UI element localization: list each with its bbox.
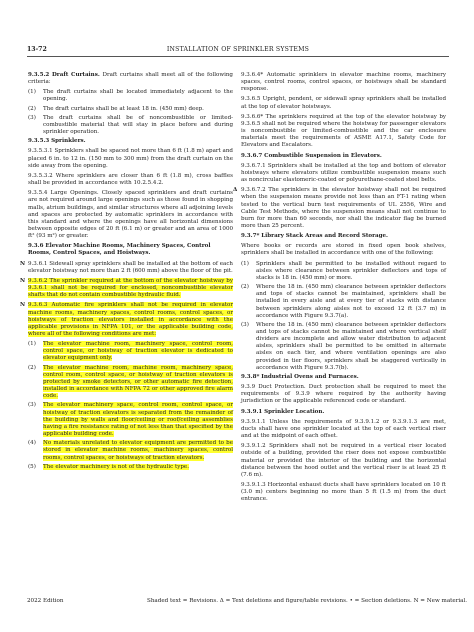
paragraph	[241, 96, 446, 110]
heading-text: 9.3.7* Library Stack Areas and Record Storage.	[241, 233, 388, 240]
right-column	[233, 72, 446, 506]
paragraph-text: 9.3.6.3 Automatic fire sprinklers shall not be required in elevator machine rooms, machinery spaces, control rooms, control spaces, or hoistways of traction elevators installed in accordance with the applicable provisions in NFPA 101, or the applicable building code, where all of the following conditions are met:	[28, 302, 233, 337]
paragraph	[20, 277, 233, 299]
paragraph-text: 9.3.5.3.2 Where sprinklers are closer than 6 ft (1.8 m), cross baffles shall be provided in accordance with 10.2.5.4.2.	[28, 172, 233, 187]
paragraph	[241, 443, 446, 479]
list-item-text: No materials unrelated to elevator equipment are permitted to be stored in elevator machine rooms, machinery spaces, control rooms, control spaces, or hoistways of traction elevators.	[43, 440, 233, 461]
list-item	[28, 341, 233, 362]
list-item-text: The elevator machinery space, control room, control space, or hoistway of traction elevators is separated from the remainder of the building by walls and floor/ceiling or roof/ceiling assemblies having a fire resistance rating of not less than that specified by the applicable building code.	[43, 402, 233, 438]
paragraph-text: 9.3.6.7.1 Sprinklers shall be installed at the top and bottom of elevator hoistways where elevators utilize combustible suspension means such as noncircular elastomeric-coated or polyurethane-coated steel belts.	[241, 162, 446, 184]
list-item-text: Where the 18 in. (450 mm) clearance between sprinkler deflectors and tops of stacks cannot be maintained, sprinklers shall be installed in every aisle and at every tier of stacks with distance between sprinklers along aisles not to exceed 12 ft (3.7 m) in accordance with Figure 9.3.7(a).	[256, 284, 446, 319]
list-item-number: (2)	[241, 284, 249, 291]
paragraph	[241, 163, 446, 184]
revision-legend: Shaded text = Revisions. Δ = Text deletions and figure/table revisions. • = Section deletions. N = New material.	[147, 598, 468, 604]
list-item-text: The elevator machine room, machine room, machinery space, control room, control space, or hoistway of traction elevators is protected by smoke detectors, or other automatic fire detection, installed in accordance with NFPA 72 or other approved fire alarm code.	[43, 364, 233, 400]
paragraph-text: 9.3.6.2 The sprinkler required at the bottom of the elevator hoistway by 9.3.6.1 shall not be required for enclosed, noncombustible elevator shafts that do not contain combustible hydraulic fluid.	[28, 277, 233, 299]
list-item-text: Where the 18 in. (450 mm) clearance between sprinkler deflectors and tops of stacks cannot be maintained and where vertical shelf dividers are incomplete and allow water distribution to adjacent aisles, sprinklers shall be permitted to be omitted in alternate aisles on each tier, and where ventilation openings are also provided in tier floors, sprinklers shall be staggered vertically in accordance with Figure 9.3.7(b).	[256, 321, 446, 371]
page-title: INSTALLATION OF SPRINKLER SYSTEMS	[166, 46, 310, 53]
paragraph-text: 9.3.6.5 Upright, pendent, or sidewall spray sprinklers shall be installed at the top of elevator hoistways.	[241, 96, 446, 110]
section-heading	[241, 153, 446, 160]
paragraph	[20, 302, 233, 338]
list-item-number: (5)	[28, 463, 36, 470]
revision-mark: N	[20, 277, 26, 284]
list-item	[241, 284, 446, 320]
page-number: 13-72	[27, 46, 47, 53]
paragraph	[28, 173, 233, 187]
list-item-text: The elevator machine room, machinery space, control room, control space, or hoistway of traction elevator is dedicated to elevator equipment only.	[43, 341, 233, 362]
list-item	[28, 115, 233, 136]
list-item-number: (1)	[28, 341, 36, 348]
list-item-number: (4)	[28, 440, 36, 447]
heading-text: 9.3.6.7 Combustible Suspension in Elevators.	[241, 152, 382, 159]
paragraph-text: 9.3.6.6* The sprinklers required at the top of the elevator hoistway by 9.3.6.5 shall not be required where the hoistway for passenger elevators is noncombustible or limited-combustible and the car enclosure materials meet the requirements of ASME A17.1, Safety Code for Elevators and Escalators.	[241, 113, 446, 149]
revision-mark: N	[20, 260, 26, 267]
paragraph-text: 9.3.6.4* Automatic sprinklers in elevator machine rooms, machinery spaces, control rooms, control spaces, or hoistways shall be standard response.	[241, 72, 446, 93]
paragraph	[20, 260, 233, 275]
paragraph-text: 9.3.5.3.1 Sprinklers shall be spaced not more than 6 ft (1.8 m) apart and placed 6 in. to 12 in. (150 mm to 300 mm) from the draft curtain on the side away from the opening.	[28, 148, 233, 169]
paragraph	[241, 482, 446, 503]
list-item-number: (3)	[241, 321, 249, 328]
paragraph-number: 9.3.5.2	[28, 72, 52, 78]
header-rule	[27, 56, 449, 57]
list-item-text: Sprinklers shall be permitted to be installed without regard to aisles where clearance between sprinkler deflectors and tops of stacks is 18 in. (450 mm) or more.	[256, 260, 446, 281]
edition-label: 2022 Edition	[27, 598, 64, 604]
section-heading	[241, 374, 446, 381]
list-item	[241, 261, 446, 282]
heading-text: 9.3.9.1 Sprinkler Location.	[241, 408, 325, 415]
list-item	[28, 464, 233, 471]
list-item-number: (3)	[28, 402, 36, 409]
list-item	[28, 106, 233, 113]
heading-text: 9.3.8* Industrial Ovens and Furnaces.	[241, 373, 359, 380]
list-item	[28, 440, 233, 461]
list-item	[28, 365, 233, 401]
section-heading	[241, 233, 446, 240]
paragraph	[241, 72, 446, 93]
paragraph	[241, 114, 446, 150]
paragraph-text: Draft curtains shall meet all of the following criteria:	[28, 72, 233, 86]
list-item-text: The draft curtains shall be at least 18 in. (450 mm) deep.	[43, 105, 204, 112]
paragraph-text: Where books or records are stored in fixed open book shelves, sprinklers shall be installed in accordance with one of the following:	[241, 243, 446, 257]
list-item-number: (3)	[28, 114, 36, 121]
revision-mark: Δ	[233, 187, 238, 194]
paragraph	[28, 148, 233, 169]
left-column	[20, 72, 233, 473]
list-item	[28, 402, 233, 438]
paragraph-text: 9.3.9.1.1 Unless the requirements of 9.3.9.1.2 or 9.3.9.1.3 are met, ducts shall have one sprinkler located at the top of each vertical riser and at the midpoint of each offset.	[241, 418, 446, 440]
section-heading	[241, 409, 446, 416]
heading-text: 9.3.5.3 Sprinklers.	[28, 138, 86, 145]
paragraph	[241, 243, 446, 257]
list-item-text: The draft curtains shall be of noncombustible or limited-combustible material that will stay in place before and during sprinkler operation.	[43, 114, 233, 136]
list-item-number: (1)	[241, 260, 249, 267]
list-item-text: The elevator machinery is not of the hydraulic type.	[43, 463, 189, 470]
paragraph	[28, 190, 233, 240]
paragraph-text: 9.3.9 Duct Protection. Duct protection shall be required to meet the requirements of 9.3.9 where required by the authority having jurisdiction or the applicable referenced code or standard.	[241, 384, 446, 405]
paragraph-text: 9.3.5.4 Large Openings. Closely spaced sprinklers and draft curtains are not required around large openings such as those found in shopping malls, atrium buildings, and similar structures where all adjoining levels and spaces are protected by automatic sprinklers in accordance with this standard and where the openings have all horizontal dimensions between opposite edges of 20 ft (6.1 m) or greater and an area of 1000 ft² (93 m²) or greater.	[28, 190, 233, 240]
revision-mark: N	[20, 302, 26, 309]
list-item	[241, 322, 446, 372]
paragraph	[28, 72, 233, 86]
list-item	[28, 89, 233, 103]
paragraph	[241, 384, 446, 405]
list-item-number: (2)	[28, 364, 36, 371]
list-item-number: (1)	[28, 89, 36, 96]
paragraph-text: 9.3.9.1.3 Horizontal exhaust ducts shall have sprinklers located on 10 ft (3.0 m) centers beginning no more than 5 ft (1.5 m) from the duct entrance.	[241, 481, 446, 503]
list-item-text: The draft curtains shall be located immediately adjacent to the opening.	[43, 89, 233, 103]
paragraph-text: 9.3.6.7.2 The sprinklers in the elevator hoistway shall not be required when the suspension means provide not less than an FT-1 rating when tested to the vertical burn test requirements of UL 2556, Wire and Cable Test Methods, where the suspension means shall not continue to burn for more than 60 seconds, nor shall the indicator flag be burned more than 25 percent.	[241, 187, 446, 229]
section-heading	[28, 243, 233, 257]
paragraph-text: 9.3.9.1.2 Sprinklers shall not be required in a vertical riser located outside of a building, provided the riser does not expose combustible material or provided the interior of the building and the horizontal distance between the hood outlet and the vertical riser is at least 25 ft (7.6 m).	[241, 443, 446, 478]
list-item-number: (2)	[28, 105, 36, 112]
paragraph	[241, 419, 446, 440]
section-heading	[28, 138, 233, 145]
heading-text: 9.3.6 Elevator Machine Rooms, Machinery Spaces, Control Rooms, Control Spaces, and Hoistways.	[28, 243, 211, 257]
paragraph	[233, 187, 446, 230]
paragraph-text: 9.3.6.1 Sidewall spray sprinklers shall be installed at the bottom of each elevator hoistway not more than 2 ft (600 mm) above the floor of the pit.	[28, 260, 233, 274]
paragraph-head: Draft Curtains.	[52, 72, 103, 78]
